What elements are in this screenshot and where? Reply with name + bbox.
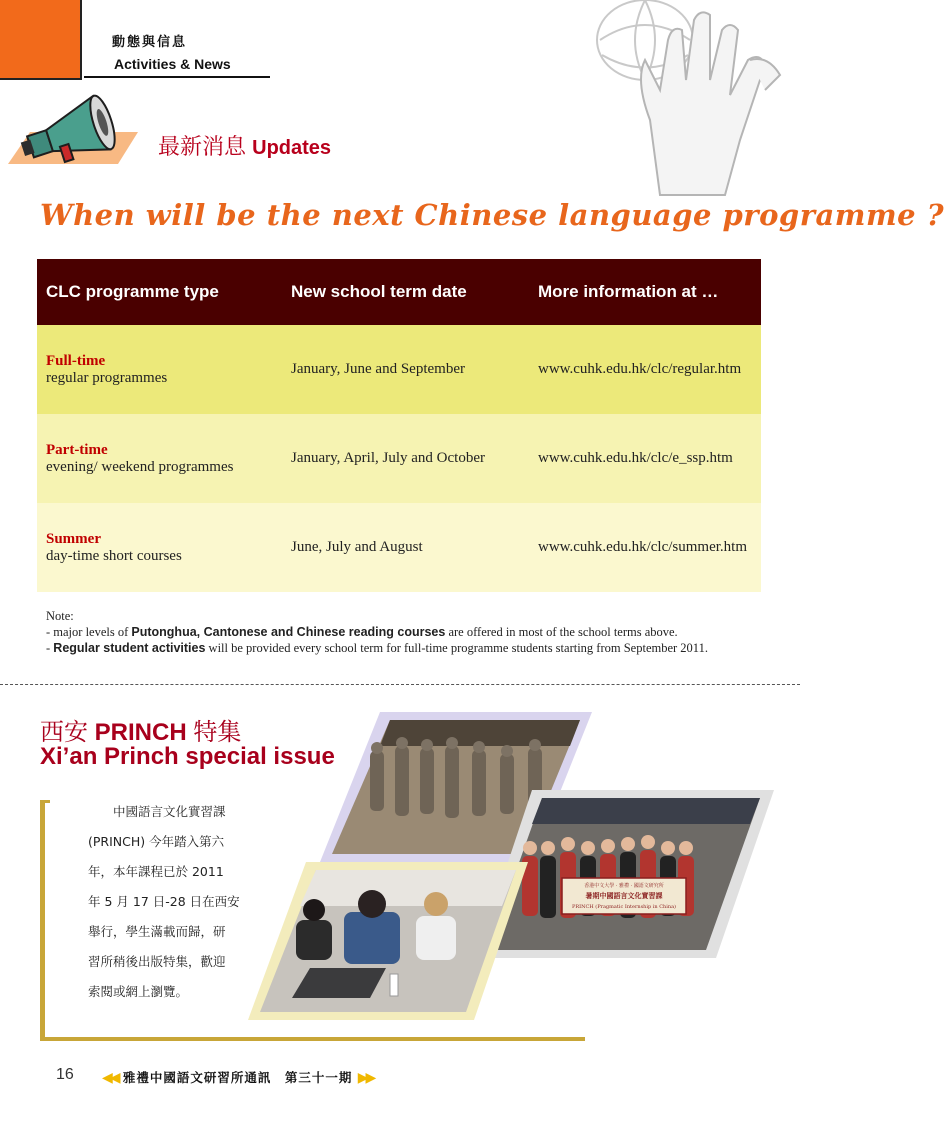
note-line-2: [46, 640, 786, 656]
programme-type-cell: [37, 325, 282, 414]
body-line: 索閱或網上瀏覽。: [88, 984, 189, 999]
xian-title-zh-part: 特集: [193, 718, 242, 746]
header-color-block: [0, 0, 82, 80]
banner-line-1: 香港中文大學 · 雅禮 · 國語文研究所: [584, 883, 664, 889]
term-date-cell: June, July and August: [282, 503, 529, 592]
programme-type-cell: [37, 503, 282, 592]
column-header-date: New school term date: [282, 259, 529, 325]
body-line: 年 5 月 17 日-28 日在西安: [88, 894, 240, 909]
xian-title-zh-part: 西安: [40, 718, 88, 746]
programme-desc: evening/ weekend programmes: [46, 458, 234, 475]
xian-title-en: Xi’an Princh special issue: [40, 743, 335, 770]
note-text: are offered in most of the school terms above.: [445, 625, 678, 639]
publication-title: 雅禮中國語文研習所通訊 第三十一期: [122, 1070, 353, 1085]
table-header-row: [37, 259, 761, 325]
term-date-cell: January, June and September: [282, 325, 529, 414]
updates-heading-zh: 最新消息: [158, 135, 247, 160]
frame-line-top: [40, 800, 50, 803]
column-header-type: CLC programme type: [37, 259, 282, 325]
programme-desc: day-time short courses: [46, 547, 182, 564]
body-line: 習所稍後出版特集，歡迎: [88, 954, 226, 969]
header-rule: [84, 76, 270, 78]
term-date-cell: January, April, July and October: [282, 414, 529, 503]
body-line: 年，本年課程已於 2011: [88, 864, 224, 879]
programme-table: [37, 259, 761, 592]
updates-heading: [158, 130, 331, 161]
frame-line-bottom: [40, 1037, 585, 1041]
body-line: (PRINCH) 今年踏入第六: [88, 834, 225, 849]
info-url-cell: www.cuhk.edu.hk/clc/regular.htm: [529, 325, 761, 414]
body-line: 舉行，學生滿載而歸，研: [88, 924, 226, 939]
body-line: 中國語言文化實習課: [88, 804, 226, 819]
table-row: [37, 414, 761, 503]
note-label: Note:: [46, 609, 74, 623]
frame-line-left: [40, 800, 45, 1040]
section-divider: [0, 684, 800, 685]
right-arrows-icon: ▶▶: [357, 1070, 374, 1086]
megaphone-icon: [8, 92, 138, 164]
table-note: [46, 608, 786, 656]
xian-body-text: [88, 797, 240, 1007]
banner-line-3: PRINCH (Pragmatic Internship in China): [571, 904, 677, 910]
classroom-photo: [248, 862, 528, 1020]
note-emphasis: Putonghua, Cantonese and Chinese reading courses: [131, 625, 446, 639]
programme-question-title: When will be the next Chinese language programme ?: [40, 198, 944, 232]
note-emphasis: Regular student activities: [53, 641, 206, 655]
table-row: [37, 503, 761, 592]
left-arrows-icon: ◀◀: [102, 1070, 118, 1086]
photo-collage: [240, 706, 800, 1036]
programme-type: Full-time: [46, 352, 106, 369]
hand-globe-illustration: [590, 0, 790, 195]
programme-type: Summer: [46, 530, 101, 547]
xian-title-princh: PRINCH: [88, 719, 194, 746]
info-url-cell: www.cuhk.edu.hk/clc/summer.htm: [529, 503, 761, 592]
note-text: - major levels of: [46, 625, 132, 639]
note-text: will be provided every school term for full-time programme students starting from September 2011.: [205, 641, 708, 655]
programme-desc: regular programmes: [46, 369, 168, 386]
section-title-en: Activities & News: [114, 56, 231, 72]
banner-line-2: 暑期中國語言文化實習課: [585, 892, 663, 900]
note-text: -: [46, 641, 54, 655]
xian-title-zh: [40, 712, 241, 747]
page-number: 16: [56, 1066, 74, 1083]
table-row: [37, 325, 761, 414]
programme-type: Part-time: [46, 441, 108, 458]
note-line-1: [46, 624, 786, 640]
programme-type-cell: [37, 414, 282, 503]
section-title-zh: 動態與信息: [112, 35, 188, 50]
updates-heading-en: Updates: [252, 137, 332, 159]
info-url-cell: www.cuhk.edu.hk/clc/e_ssp.htm: [529, 414, 761, 503]
column-header-info: More information at …: [529, 259, 761, 325]
footer-publication: [102, 1068, 373, 1086]
